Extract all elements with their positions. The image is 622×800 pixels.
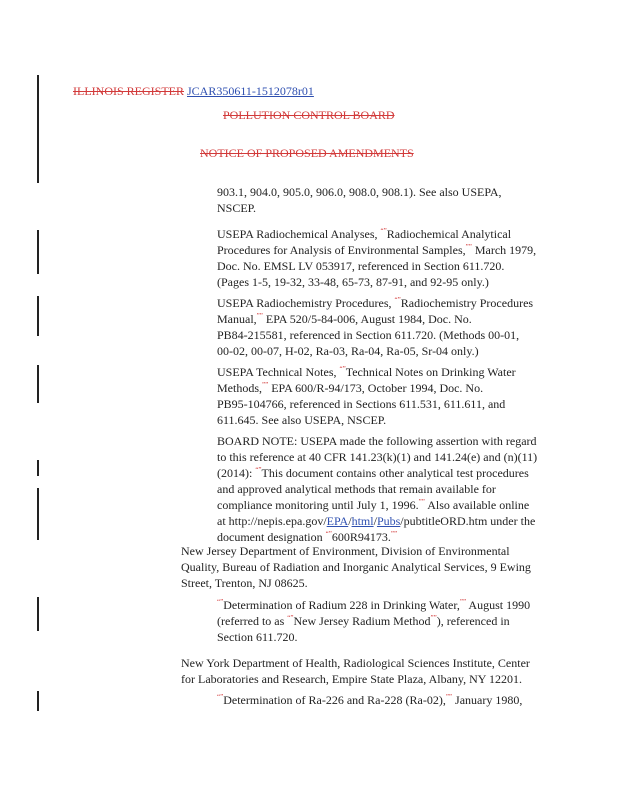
register-header — [73, 84, 314, 98]
url-segment-epa[interactable]: EPA — [326, 514, 349, 528]
quote-mark: ”” — [256, 312, 263, 320]
change-bar — [37, 460, 39, 476]
quote-mark: ”” — [390, 530, 398, 538]
quote-mark: “” — [255, 466, 262, 474]
board-note: BOARD NOTE: USEPA made the following assertion with regard to this reference at 40 CFR 141.23(k)(1) and 141.24(e) and (n)(11) (2014): “”This document contains other analytical test procedures and approved analytical methods that remain available for compliance monitoring until July 1, 1996.”” Also available online at http://nepis.epa.gov/EPA/html/Pubs/pubtitleORD.htm under the document designation “”600R94173.”” — [217, 434, 538, 544]
paragraph-radium-228-method: “”Determination of Radium 228 in Drinking Water,”” August 1990 (referred to as “”New Jersey Radium Method””), referenced in Section 611.720. — [217, 598, 531, 644]
url-segment-html[interactable]: html — [351, 514, 374, 528]
paragraph-new-jersey-department: New Jersey Department of Environment, Division of Environmental Quality, Bureau of Radiation and Inorganic Analytical Services, 9 Ewing Street, Trenton, NJ 08625. — [181, 544, 531, 590]
register-title: ILLINOIS REGISTER — [73, 84, 184, 98]
change-bar — [37, 691, 39, 711]
quote-mark: ”” — [465, 243, 472, 251]
url-segment-pubs[interactable]: Pubs — [376, 514, 401, 528]
paragraph-section-list: 903.1, 904.0, 905.0, 906.0, 908.0, 908.1). See also USEPA, NSCEP. — [217, 185, 502, 215]
change-bar — [37, 230, 39, 274]
paragraph-radiochemical-analyses: USEPA Radiochemical Analyses, “”Radiochemical Analytical Procedures for Analysis of Environmental Samples,”” March 1979, Doc. No. EMSL LV 053917, referenced in Section 611.720. (Pages 1-5, 19-32, 33-48, 65-73, 87-91, and 92-95 only.) — [217, 227, 537, 289]
change-bar — [37, 365, 39, 403]
paragraph-new-york-department: New York Department of Health, Radiological Sciences Institute, Center for Laboratories and Research, Empire State Plaza, Albany, NY 12201. — [181, 656, 530, 686]
board-title: POLLUTION CONTROL BOARD — [223, 108, 395, 122]
quote-mark: ”” — [430, 614, 437, 622]
quote-mark: “” — [217, 598, 224, 606]
quote-mark: ”” — [445, 693, 453, 701]
notice-title: NOTICE OF PROPOSED AMENDMENTS — [200, 146, 414, 160]
quote-mark: “” — [339, 365, 346, 373]
quote-mark: ”” — [459, 598, 467, 606]
quote-mark: “” — [287, 614, 294, 622]
register-code: JCAR350611-1512078r01 — [187, 84, 314, 98]
quote-mark: “” — [394, 296, 401, 304]
change-bar — [37, 597, 39, 631]
quote-mark: ”” — [418, 498, 425, 506]
change-bar — [37, 296, 39, 336]
quote-mark: “” — [217, 693, 224, 701]
quote-mark: “” — [325, 530, 332, 538]
quote-mark: ”” — [262, 381, 269, 389]
paragraph-radiochemistry-procedures: USEPA Radiochemistry Procedures, “”Radiochemistry Procedures Manual,”” EPA 520/5-84-006, August 1984, Doc. No. PB84-215581, referenced in Section 611.720. (Methods 00-01, 00-02, 00-07, H-02, Ra-03, Ra-04, Ra-05, Sr-04 only.) — [217, 296, 534, 358]
change-bar — [37, 488, 39, 540]
paragraph-technical-notes: USEPA Technical Notes, “”Technical Notes on Drinking Water Methods,”” EPA 600/R-94/173, October 1994, Doc. No. PB95-104766, referenced in Sections 611.531, 611.611, and 611.645. See also USEPA, NSCEP. — [217, 365, 516, 427]
quote-mark: “” — [380, 227, 387, 235]
paragraph-ra226-determination: “”Determination of Ra-226 and Ra-228 (Ra-02),”” January 1980, — [217, 693, 523, 707]
change-bar — [37, 75, 39, 183]
